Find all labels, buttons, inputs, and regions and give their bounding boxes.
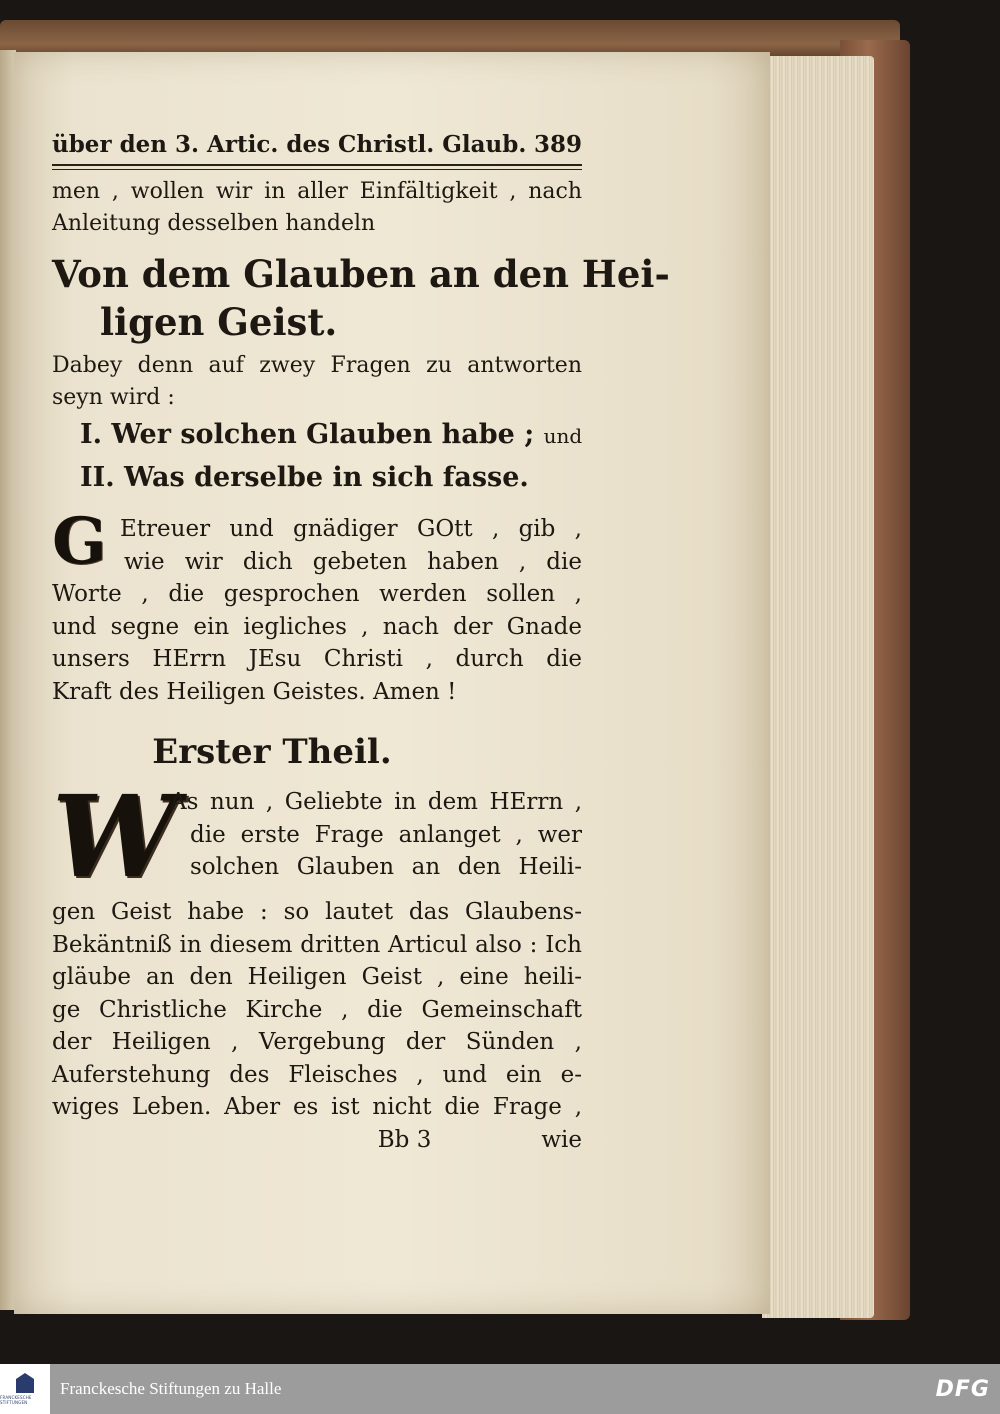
signature-mark: Bb 3 [377,1126,432,1153]
prayer-line: Worte , die gesprochen werden sollen , [52,581,582,607]
question-2 [52,457,582,499]
heading-line: ligen Geist. [100,300,338,344]
intro-line: Anleitung desselben handeln [52,211,376,236]
page-edges [762,56,874,1318]
building-icon [16,1373,34,1393]
prayer-line: Etreuer und gnädiger GOtt , gib , [120,516,582,542]
body-line: die erste Frage anlanget , wer [190,821,582,848]
question-text: II. Was derselbe in sich fasse. [80,462,529,493]
body-line: Auferstehung des Fleisches , und ein e- [52,1061,582,1088]
body-initial: W [52,772,178,903]
body-line: ge Christliche Kirche , die Gemeinschaft [52,996,582,1023]
body-line: wiges Leben. Aber es ist nicht die Frage , [52,1094,582,1120]
body-line: As nun , Geliebte in dem HErrn , [170,789,582,815]
intro-line: men , wollen wir in aller Einfältigkeit , nach [52,179,582,204]
prayer-line: und segne ein iegliches , nach der Gnade [52,613,582,640]
question-text: I. Wer solchen Glauben habe ; [80,419,535,450]
running-head-title: über den 3. Artic. des Christl. Glaub. [52,131,527,158]
prayer-initial: G [52,504,107,579]
body-line: solchen Glauben an den Heili- [190,854,582,880]
prayer-line: unsers HErrn JEsu Christi , durch die [52,646,582,672]
question-suffix: und [543,424,583,448]
prayer-line: wie wir dich gebeten haben , die [124,548,582,575]
body-dropcap-row [52,772,582,903]
body-paragraph [52,772,582,1124]
body-dropcap-lines [170,786,582,896]
viewer-footer-bar [0,1364,1000,1414]
sub-line: seyn wird : [52,385,175,410]
page-footer [52,1124,582,1156]
prayer-paragraph [52,504,582,708]
prayer-dropcap-lines [120,513,582,578]
institution-name[interactable]: Franckesche Stiftungen zu Halle [60,1379,282,1398]
logo-text: FRANCKESCHE STIFTUNGEN [0,1395,32,1405]
question-1 [52,414,582,457]
heading-line: Von dem Glauben an den Hei- [52,252,670,296]
dfg-logo[interactable]: DFG [935,1376,990,1402]
prayer-line: Kraft des Heiligen Geistes. Amen ! [52,678,457,705]
header-rule [52,169,582,170]
prayer-dropcap-row [52,504,582,579]
sermon-heading [52,250,670,346]
page-text [52,128,670,1156]
body-line: gen Geist habe : so lautet das Glaubens- [52,899,582,925]
body-line: der Heiligen , Vergebung der Sünden , [52,1029,582,1055]
institution-logo[interactable] [0,1364,50,1414]
sub-line: Dabey denn auf zwey Fragen zu antworten [52,353,582,378]
body-line: Bekäntniß in diesem dritten Articul also : Ich [52,931,582,958]
section-title: Erster Theil. [152,732,392,772]
catchword: wie [541,1126,582,1153]
body-line: gläube an den Heiligen Geist , eine heili- [52,964,582,990]
running-head [52,128,582,166]
page-number: 389 [533,131,582,158]
